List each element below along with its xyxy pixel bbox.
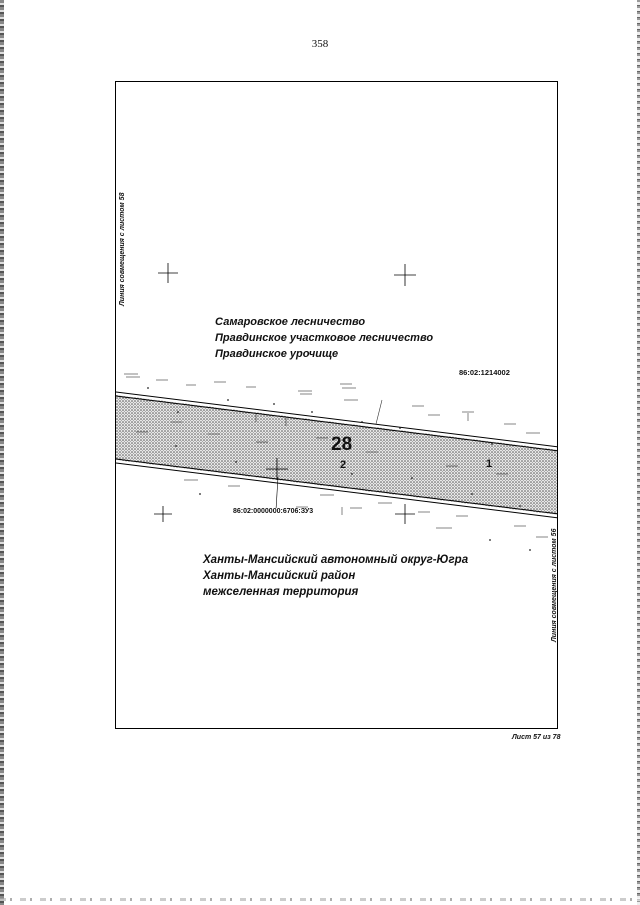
point-label-2: 2 bbox=[340, 459, 347, 471]
forestry-line-1: Самаровское лесничество bbox=[215, 316, 366, 328]
forestry-line-2: Правдинское участковое лесничество bbox=[215, 332, 434, 344]
match-line-label-right: Линия совмещения с листом 56 bbox=[551, 528, 558, 642]
forestry-line-3: Правдинское урочище bbox=[215, 348, 339, 360]
map-drawing bbox=[116, 82, 558, 729]
grid-cross bbox=[395, 504, 415, 524]
point-label-1: 1 bbox=[486, 458, 493, 470]
map-frame bbox=[115, 81, 558, 729]
leader-line bbox=[276, 477, 278, 510]
region-line-2: Ханты-Мансийский район bbox=[203, 570, 356, 582]
scan-edge-left bbox=[0, 0, 4, 905]
grid-cross bbox=[158, 263, 178, 283]
grid-cross bbox=[394, 264, 416, 286]
page-number: 358 bbox=[311, 38, 329, 50]
match-line-label-left: Линия совмещения с листом 58 bbox=[119, 192, 126, 306]
scan-edge-bottom bbox=[0, 898, 640, 901]
grid-cross bbox=[154, 506, 172, 522]
region-line-3: межселенная территория bbox=[203, 586, 359, 598]
cadastral-number-top: 86:02:1214002 bbox=[459, 368, 510, 377]
sheet-label: Лист 57 из 78 bbox=[512, 734, 561, 741]
plot-number: 28 bbox=[331, 434, 353, 455]
forestry-caption bbox=[215, 314, 433, 362]
region-line-1: Ханты-Мансийский автономный округ-Югра bbox=[203, 554, 469, 566]
cadastral-number-bottom: 86:02:0000000:6706:ЗУ3 bbox=[233, 508, 314, 515]
region-caption bbox=[203, 552, 468, 600]
